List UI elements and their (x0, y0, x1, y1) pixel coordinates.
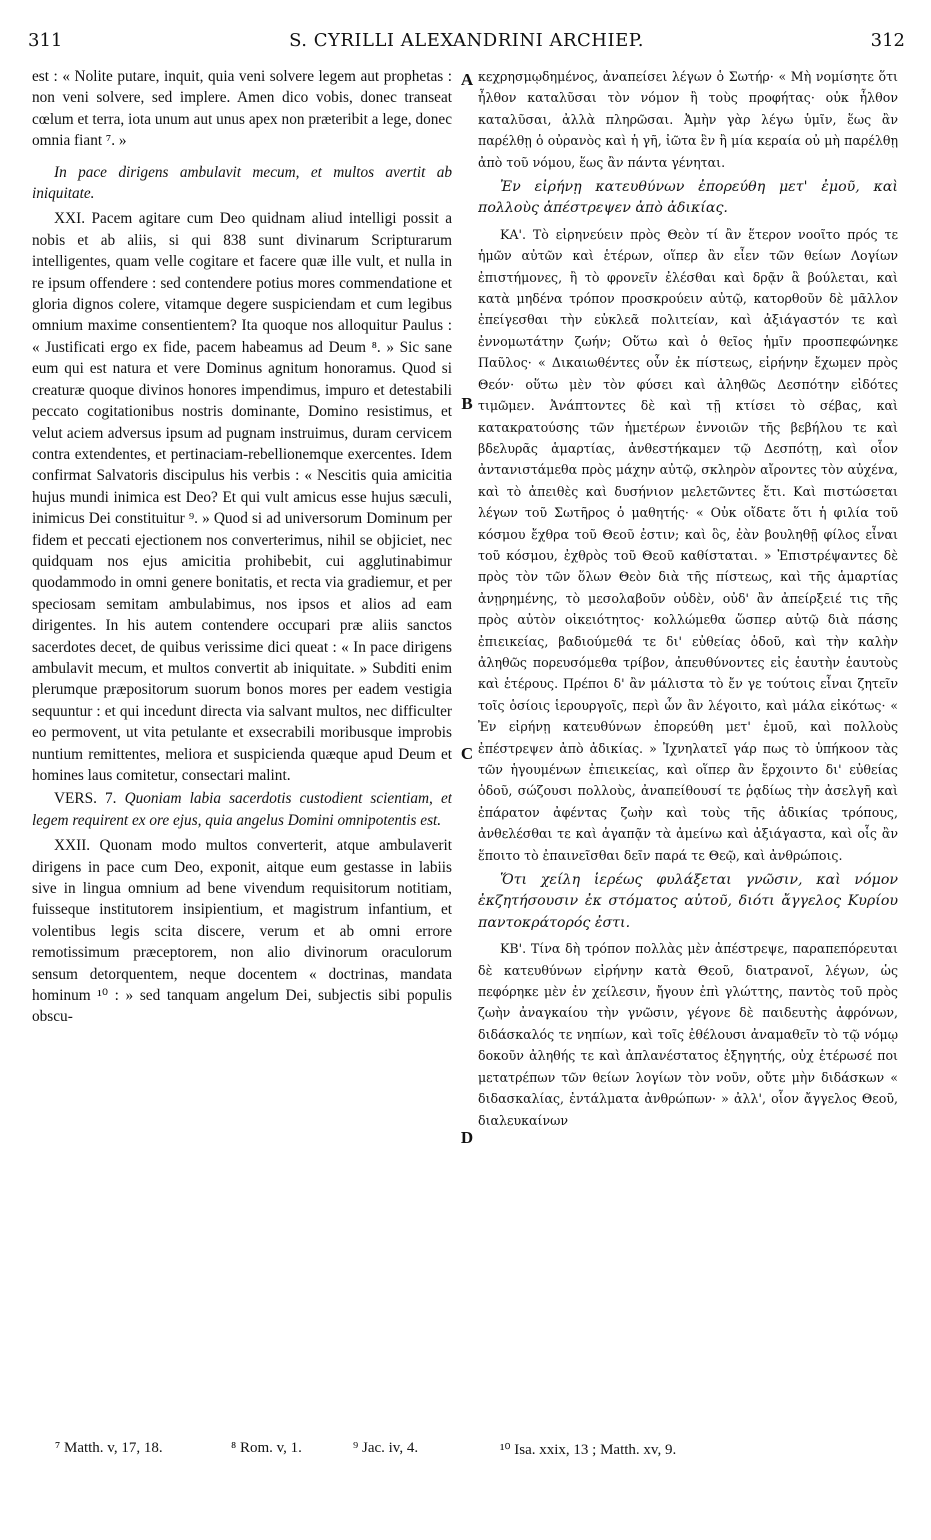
latin-lemma-2: Quoniam labia sacerdotis custodient scientiam, et legem requirent ex ore ejus, quia angelus Domini omnipotentis est. (32, 790, 452, 829)
margin-marker-a: A (460, 70, 474, 89)
footnote-10: ¹⁰ Isa. xxix, 13 ; Matth. xv, 9. (500, 1442, 677, 1458)
footnotes (55, 1440, 891, 1464)
greek-column (478, 66, 898, 1436)
greek-lemma-1: Ἐν εἰρήνῃ κατευθύνων ἐπορεύθη μετ' ἐμοῦ, καὶ πολλοὺς ἀπέστρεψεν ἀπὸ ἀδικίας. (478, 179, 898, 217)
running-title: S. CYRILLI ALEXANDRINI ARCHIEP. (289, 30, 644, 51)
page-number-right: 312 (870, 30, 905, 51)
latin-section-xxi: XXI. Pacem agitare cum Deo quidnam aliud intelligi possit a nobis et ab aliis, si qui 838 sunt divinarum Scripturarum intelligentes, quam velle cogitare et facere quæ ille vult, et nulla in re ipsum offendere : sed contendere potius mores commendatione et gloria dignos colere, vitamque degere suspiciendam et cum legibus omnium maxime consentientem? Ita quoque nos alloquitur Paulus : « Justificati ergo ex fide, pacem habeamus ad Deum ⁸. » Sic sane eum qui est natura et vere Dominus agnitum honoramus. Quod si creaturæ quoque divinos honores impendimus, impuro et detestabili peccato cogitationibus nostris dominante, Domino resistimus, et velut aciem adversus ipsum ad pugnam instruimus, duram cervicem contra extendentes, et pertinaciam-rebellionemque exercentes. Idem confirmat Salvatoris discipulus his verbis : « Nescitis quia amicitia hujus mundi inimica est Deo? Et qui vult amicus esse hujus sæculi, inimicus Dei constituitur ⁹. » Quod si ad universorum Dominum per fidem et peccati ejectionem nos converterimus, nihil se objiciet, nec quidquam nos ejus amicitia prohibebit, cui agglutinabimur quodammodo in omni genere bonitatis, et recta via gradiemur, et per speciosam semitam ambulabimus, nos ipsos et alios ad eam dirigentes. In his autem contendere occupari præ aliis sanctos sacerdotes decet, de quibus verissime dici queat : « In pace dirigens ambulavit mecum, et multos convertit ab iniquitate. » Subditi enim plerumque præpositorum suorum bonos mores per eadem vestigia sequuntur : et qui incedunt directa via salvant multos, nec difficulter eo permovent, ut vita petulante et exsecrabili moribusque improbis nuntium remittentes, meliora et suspicienda quæque apud Deum et homines laus comitetur, consectari malint. (32, 210, 452, 784)
margin-marker-b: B (461, 394, 473, 413)
latin-paragraph-1: est : « Nolite putare, inquit, quia veni solvere legem aut prophetas : non veni solvere, sed implere. Amen dico vobis, donec transeat cœlum et terra, iota unum aut unus apex non præteribit a lege, donec omnia fiant ⁷. » (32, 68, 452, 150)
margin-marker-d: D (460, 1128, 474, 1147)
greek-paragraph-1: κεχρησμῳδημένος, ἀναπείσει λέγων ὁ Σωτήρ· « Μὴ νομίσητε ὅτι ἦλθον καταλῦσαι τὸν νόμον ἢ τοὺς προφήτας· οὐκ ἦλθον καταλῦσαι, ἀλλὰ πληρῶσαι. Ἀμὴν γὰρ λέγω ὑμῖν, ἕως ἂν παρέλθῃ ὁ οὐρανὸς καὶ ἡ γῆ, ἰῶτα ἓν ἢ μία κεραία οὐ μὴ παρέλθῃ ἀπὸ τοῦ νόμου, ἕως ἂν πάντα γένηται. (478, 69, 898, 170)
page-number-left: 311 (28, 30, 63, 51)
greek-section-ka: ΚΑ'. Τὸ εἰρηνεύειν πρὸς Θεὸν τί ἂν ἕτερον νοοῖτο πρός τε ἡμῶν αὐτῶν καὶ ἑτέρων, οἵπερ ἂν εἶεν τῶν θείων Λογίων ἐπιστήμονες, ἢ τὸ φρονεῖν ἐλέσθαι καὶ δρᾷν ἃ βούλεται, καὶ κατὰ μηδένα τρόπον προσκρούειν αὐτῷ, κατορθοῦν δὲ μᾶλλον ἐπείγεσθαι τὴν εὐκλεᾶ πολιτείαν, καὶ ἀξιάγαστόν τε καὶ ἐννομωτάτην ζωήν; Οὕτω καὶ ὁ θεῖος ἡμῖν προσπεφώνηκε Παῦλος· « Δικαιωθέντες οὖν ἐκ πίστεως, εἰρήνην ἔχωμεν πρὸς Θεόν· οὕτω μὲν τὸν φύσει καὶ ἀληθῶς Δεσπότην εἰδότες τιμῶμεν. Ἀνάπτοντες δὲ καὶ τῇ κτίσει τὸ σέβας, καὶ κατακρατούσης τῶν ἡμετέρων ἐννοιῶν τῆς βεβήλου τε καὶ βδελυρᾶς ἁμαρτίας, ἀνθεστήκαμεν τῷ Δεσπότῃ, καὶ οἷον ἀντανιστάμεθα πρὸς μάχην αὐτῷ, σκληρὸν αἴροντες τὸν αὐχένα, καὶ τὸ ἀπειθὲς καὶ δυσήνιον μελετῶντες ἔτι. Καὶ πιστώσεται λέγων τοῦ Σωτῆρος ὁ μαθητής· « Οὐκ οἴδατε ὅτι ἡ φιλία τοῦ κόσμου ἔχθρα τοῦ Θεοῦ ἐστιν; καὶ ὃς, ἐὰν βουληθῇ φίλος εἶναι τοῦ κόσμου, ἐχθρὸς τοῦ Θεοῦ καθίσταται. » Ἐπιστρέψαντες δὲ πρὸς τὸν τῶν ὅλων Θεὸν διὰ τῆς πίστεως, καὶ τῆς ἁμαρτίας ἀνῃρημένης, τὸ μεσολαβοῦν οὐδὲν, οὐδ' ἂν ἀπείρξειέ τις τῆς πρὸς αὐτὸν οἰκειότητος· κολλώμεθα ὥσπερ αὐτῷ διὰ πάσης ἐπιεικείας, βαδιούμεθά τε δι' εὐθείας ὁδοῦ, καὶ τὴν καλὴν ἀληθῶς πορευσόμεθα τρίβον, ἀπευθύνοντες εἰς ἑαυτὴν ἑαυτοὺς καὶ ἑτέρους. Πρέποι δ' ἂν μάλιστα τὸ ἔν γε τούτοις εἶναι ζητεῖν τοῖς ὁσίοις ἱερουργοῖς, περὶ ὧν ἂν λέγοιτο, καὶ μάλα εἰκότως· « Ἐν εἰρήνῃ κατευθύνων ἐπορεύθη μετ' ἐμοῦ, καὶ πολλοὺς ἐπέστρεψεν ἀπὸ ἀδικίας. » Ἰχνηλατεῖ γάρ πως τὸ ὑπήκοον τὰς τῶν ἡγουμένων ἐπιεικείας, καὶ οἵπερ ἂν ἔρχοιντο δι' εὐθείας ὁδοῦ, σώζουσι πολλοὺς, ἀναπείθουσί τε ῥᾳδίως τὴν ἀσελγῆ καὶ ἐπάρατον ἀφέντας ζωὴν καὶ τοὺς τῆς ἀδικίας τρόπους, ἀνθελέσθαι τε καὶ ἀγαπᾷν τὰ ἀμείνω καὶ ἀξιάγαστα, καὶ οἷς ἂν ἕποιτο τὸ ἐπαινεῖσθαι δεῖν παρά τε Θεῷ, καὶ ἀνθρώποις. (478, 226, 898, 863)
footnote-9: ⁹ Jac. iv, 4. (353, 1440, 419, 1456)
footnote-8: ⁸ Rom. v, 1. (231, 1440, 302, 1456)
verse-label: VERS. 7. (54, 790, 117, 808)
footnote-7: ⁷ Matth. v, 17, 18. (55, 1440, 163, 1456)
margin-marker-c: C (460, 744, 474, 763)
greek-section-kb: ΚΒ'. Τίνα δὴ τρόπον πολλὰς μὲν ἀπέστρεψε, παραπεπόρευται δὲ κατευθύνων εἰρήνην κατὰ Θεοῦ, διατρανοῖ, λέγων, ὡς πεφόρηκε μὲν ἐν χείλεσιν, ἤγουν ἐπὶ γλώττης, παντὸς τοῦ πρὸς ζωὴν ἀναγκαίου τὴν γνῶσιν, γέγονε δὲ παιδευτὴς ἀφρόνων, διδάσκαλός τε νηπίων, καὶ τοῖς ἐθέλουσι ἀναμαθεῖν τὸ τῷ νόμῳ δοκοῦν ἀληθής τε καὶ ἀπλανέστατος ἐξηγητής, οὐχ ἑτέρωσέ ποι μετατρέπων τῶν θείων λογίων τὸν νοῦν, οὔτε μὴν διδάσκων « διδασκαλίας, ἐντάλματα ἀνθρώπων· » ἀλλ', οἷον ἄγγελος Θεοῦ, διαλευκαίνων (478, 941, 898, 1128)
greek-lemma-2: Ὅτι χείλη ἱερέως φυλάξεται γνῶσιν, καὶ νόμον ἐκζητήσουσιν ἐκ στόματος αὐτοῦ, διότι ἄγγελος Κυρίου παντοκράτορός ἐστι. (478, 872, 898, 931)
latin-lemma-1: In pace dirigens ambulavit mecum, et multos avertit ab iniquitate. (32, 163, 452, 203)
latin-verse-heading (32, 788, 452, 831)
latin-section-xxii: XXII. Quonam modo multos converterit, atque ambulaverit dirigens in pace cum Deo, exponit, aitque eum gestasse in labiis sive in lingua omnium ad bene vivendum requisitorum notitiam, fuisseque institutorem insipientium, et magistrum infantium, et volentibus legis scita discere, verum et ab omni errore remotissimum præceptorem, non alio divinorum oraculorum sensum detorquentem, neque docentem « doctrinas, mandata hominum ¹⁰ : » sed tanquam angelum Dei, subjectis sibi populis obscu- (32, 837, 452, 1026)
running-head (28, 30, 905, 60)
latin-column (32, 66, 452, 1436)
